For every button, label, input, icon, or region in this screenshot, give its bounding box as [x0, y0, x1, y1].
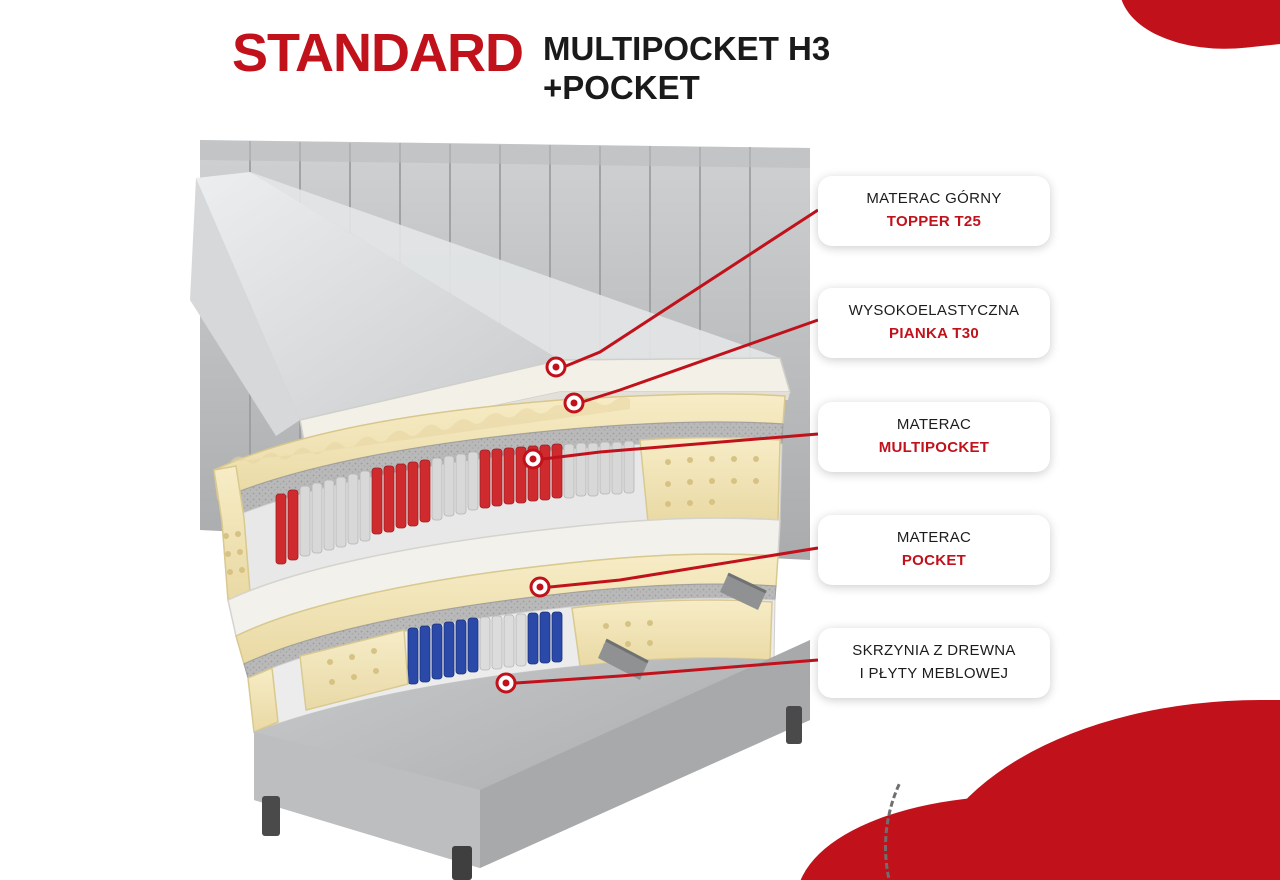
callout-box-line2: I PŁYTY MEBLOWEJ: [859, 665, 1009, 683]
title-sub-line2: +POCKET: [542, 68, 700, 106]
title-sub-line1: MULTIPOCKET H3: [542, 30, 831, 67]
callout-multipocket-line1: MATERAC: [896, 416, 972, 433]
connector-pocket: [550, 548, 818, 587]
callout-foam-line1: WYSOKOELASTYCZNA: [848, 302, 1020, 319]
callout-box-line1: SKRZYNIA Z DREWNA: [852, 642, 1016, 659]
connector-box: [516, 660, 818, 683]
connector-multipocket: [543, 434, 818, 459]
callout-pocket-line1: MATERAC: [896, 529, 972, 546]
callout-foam-line2: PIANKA T30: [889, 325, 979, 343]
callout-topper-line1: MATERAC GÓRNY: [866, 190, 1002, 207]
callout-multipocket[interactable]: [818, 402, 1050, 472]
connector-markers: [497, 358, 583, 692]
title-main: STANDARD: [232, 23, 523, 83]
callout-box[interactable]: [818, 628, 1050, 698]
connector-foam: [582, 320, 818, 402]
callout-multipocket-line2: MULTIPOCKET: [878, 439, 990, 457]
connector-topper: [566, 210, 818, 366]
callout-topper[interactable]: [818, 176, 1050, 246]
callout-pocket[interactable]: [818, 515, 1050, 585]
callout-foam[interactable]: [818, 288, 1050, 358]
callout-topper-line2: TOPPER T25: [886, 213, 982, 231]
callout-pocket-line2: POCKET: [901, 552, 967, 570]
